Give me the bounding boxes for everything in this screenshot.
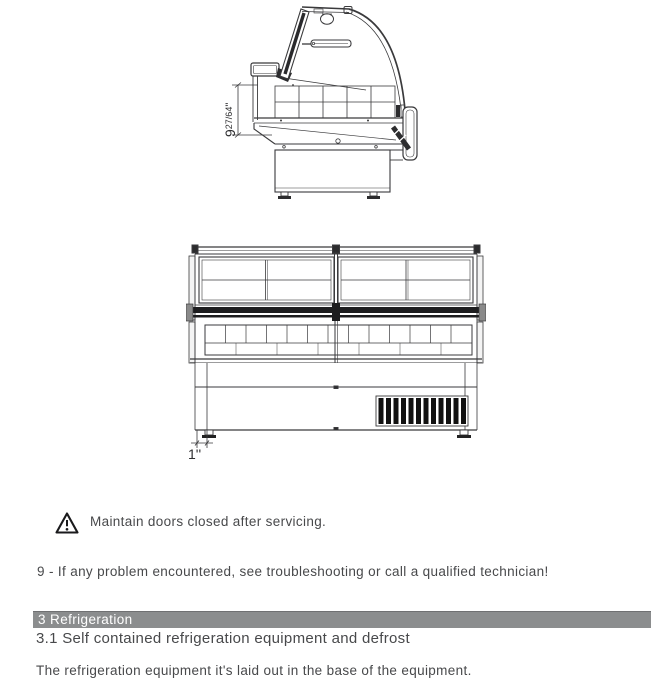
front-dimension-label: 1'' [188,446,202,462]
ventilation-grille [376,396,468,426]
counter-lip [254,118,414,123]
canopy-top-cap [302,7,352,14]
display-pans-grid [275,86,395,118]
warning-triangle-icon [55,511,79,535]
section-body-text: The refrigeration equipment it's laid out in the base of the equipment. [36,663,472,678]
front-bumper [390,105,417,160]
dimension-unit: '' [224,102,236,107]
troubleshooting-note: 9 - If any problem encountered, see troubleshooting or call a qualified technician! [37,564,549,579]
dimension-fraction: 27/64 [224,106,234,130]
rear-panel-cap [251,63,279,76]
panel-strip [205,321,472,363]
section-heading: 3 Refrigeration [38,612,133,627]
dimension-whole: 9 [222,129,238,137]
side-dimension-label [222,75,239,137]
side-view-drawing [218,2,434,206]
bottom-basin [254,123,411,150]
deck-slant-edge [284,78,366,90]
base-plinth [275,150,390,192]
top-rail [192,245,480,254]
canopy-dark-band [186,303,486,321]
section-heading-bar [33,611,651,628]
front-view-drawing [186,241,486,465]
feet [202,430,471,438]
rear-wall [253,76,258,122]
feet [278,192,380,199]
canopy-lamp [321,14,334,24]
shelf-arm [302,40,351,47]
curved-glass [346,9,405,110]
warning-note: Maintain doors closed after servicing. [90,514,327,529]
section-subheading: 3.1 Self contained refrigeration equipment and defrost [36,630,410,647]
